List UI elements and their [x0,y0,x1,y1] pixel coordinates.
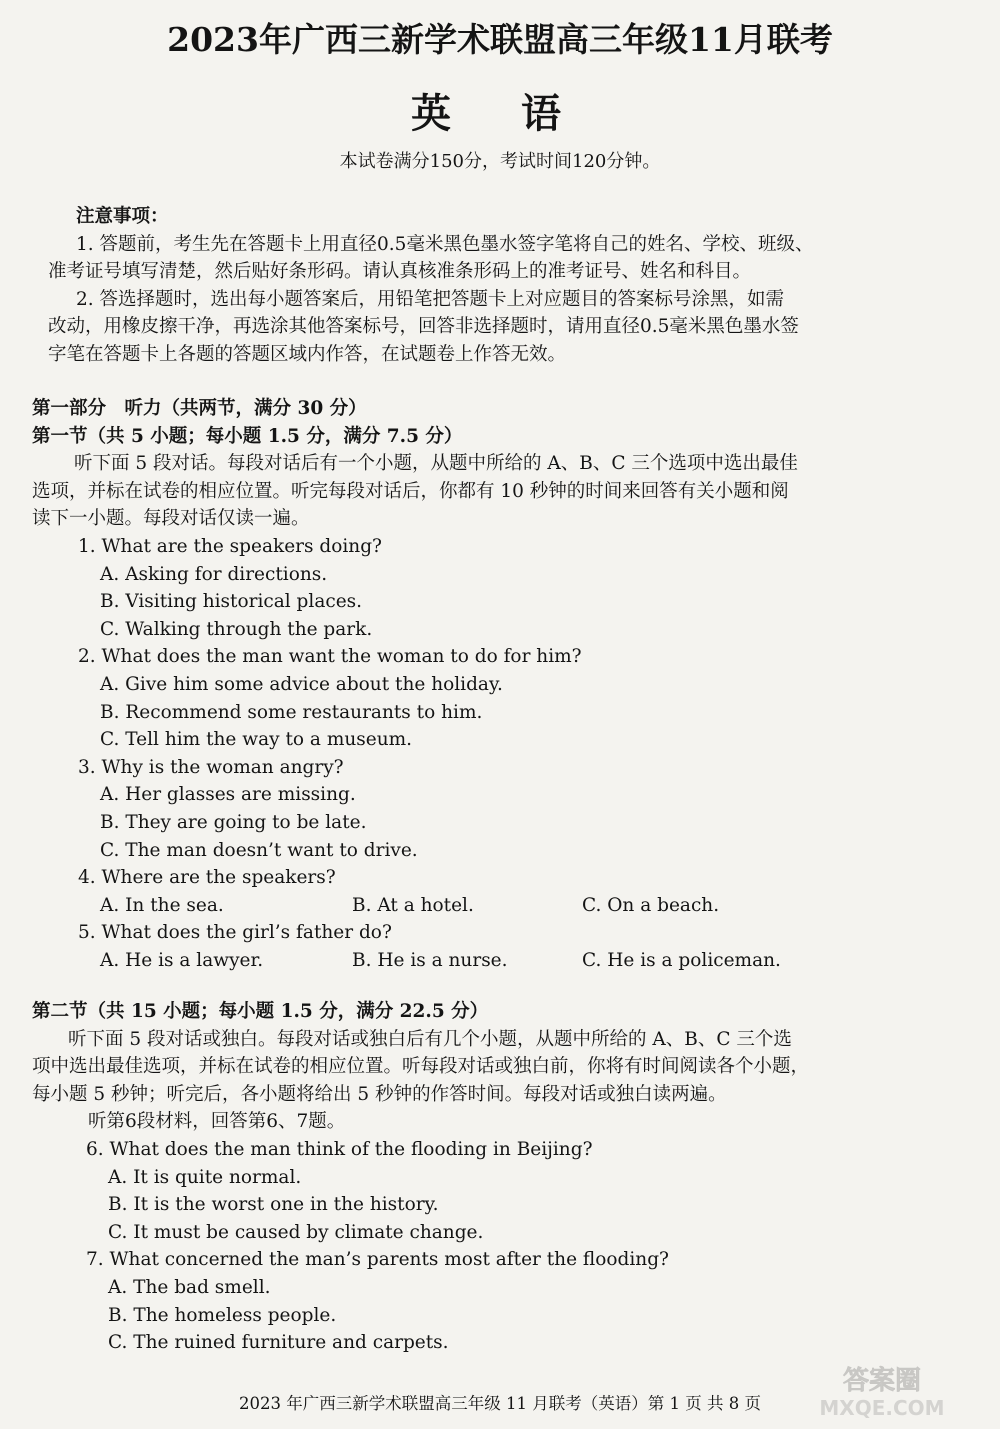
question-5-option-c: C. He is a policeman. [582,949,781,971]
question-5-options [78,947,972,975]
notice-item-2-line-3: 字笔在答题卡上各题的答题区域内作答，在试题卷上作答无效。 [48,343,567,365]
question-5: 5. What does the girl’s father do? [78,922,392,944]
section1-instruction-line-3: 读下一小题。每段对话仅读一遍。 [32,508,310,530]
question-1: 1. What are the speakers doing? [78,535,382,557]
question-2: 2. What does the man want the woman to do for him? [78,646,582,668]
question-6-option-a: A. It is quite normal. [108,1166,302,1188]
question-1-option-b: B. Visiting historical places. [100,591,363,613]
notice-item-1-line-2: 准考证号填写清楚，然后贴好条形码。请认真核准条形码上的准考证号、姓名和科目。 [48,261,752,283]
question-3: 3. Why is the woman angry? [78,756,344,778]
question-1-option-a: A. Asking for directions. [100,563,328,585]
exam-title: 2023年广西三新学术联盟高三年级11月联考 [167,20,833,59]
notice-item-2-line-2: 改动，用橡皮擦干净，再选涂其他答案标号，回答非选择题时，请用直径0.5毫米黑色墨水签 [48,316,799,338]
question-2-option-b: B. Recommend some restaurants to him. [100,701,483,723]
score-time-line: 本试卷满分150分，考试时间120分钟。 [339,151,661,172]
question-6-option-b: B. It is the worst one in the history. [108,1194,439,1216]
section1-heading: 第一节（共 5 小题；每小题 1.5 分，满分 7.5 分） [32,425,463,447]
question-4-options [78,892,972,920]
part1-section [32,395,972,974]
section2-instruction-line-2: 项中选出最佳选项，并标在试卷的相应位置。听每段对话或独白前，你将有时间阅读各个小题， [32,1056,810,1078]
question-6-option-c: C. It must be caused by climate change. [108,1221,484,1243]
question-5-option-a: A. He is a lawyer. [100,949,264,971]
question-2-option-a: A. Give him some advice about the holiday. [100,673,503,695]
subject-title: 英 语 [411,90,589,137]
notice-item-1-line-1: 1. 答题前，考生先在答题卡上用直径0.5毫米黑色墨水签字笔将自己的姓名、学校、班级、 [76,233,814,255]
question-6: 6. What does the man think of the flooding in Beijing? [86,1138,593,1160]
question-4-option-b: B. At a hotel. [352,894,474,916]
question-1-option-c: C. Walking through the park. [100,618,373,640]
question-7-option-c: C. The ruined furniture and carpets. [108,1332,449,1354]
notice-heading: 注意事项： [76,206,169,227]
notice-section [48,203,968,369]
question-3-option-a: A. Her glasses are missing. [100,784,356,806]
question-3-option-b: B. They are going to be late. [100,811,367,833]
section1-instruction-line-1: 听下面 5 段对话。每段对话后有一个小题，从题中所给的 A、B、C 三个选项中选出最佳 [74,453,798,475]
section2 [32,998,972,1357]
section2-instruction-line-3: 每小题 5 秒钟；听完后，各小题将给出 5 秒钟的作答时间。每段对话或独白读两遍。 [32,1083,727,1105]
question-7-option-b: B. The homeless people. [108,1304,337,1326]
question-2-option-c: C. Tell him the way to a museum. [100,729,413,751]
question-3-option-c: C. The man doesn’t want to drive. [100,839,418,861]
section2-heading: 第二节（共 15 小题；每小题 1.5 分，满分 22.5 分） [32,1001,489,1022]
part1-heading: 第一部分 听力（共两节，满分 30 分） [32,398,367,419]
question-5-option-b: B. He is a nurse. [352,949,508,971]
watermark-logo-icon [792,1359,972,1421]
question-7-option-a: A. The bad smell. [108,1276,271,1298]
watermark-logo [792,1359,972,1421]
section2-instruction-line-1: 听下面 5 段对话或独白。每段对话或独白后有几个小题，从题中所给的 A、B、C 三个选 [68,1028,792,1050]
question-4-option-c: C. On a beach. [582,894,720,916]
question-4-option-a: A. In the sea. [100,894,224,916]
question-4: 4. Where are the speakers? [78,867,336,889]
notice-item-2-line-1: 2. 答选择题时，选出每小题答案后，用铅笔把答题卡上对应题目的答案标号涂黑，如需 [76,288,785,310]
question-7: 7. What concerned the man’s parents most after the flooding? [86,1249,669,1271]
section1-instruction-line-2: 选项，并标在试卷的相应位置。听完每段对话后，你都有 10 秒钟的时间来回答有关小题和阅 [32,480,789,502]
section2-question-list [32,1136,972,1357]
watermark-top-text: 答案圈 [842,1366,922,1396]
question-list [32,533,972,975]
page-footer: 2023 年广西三新学术联盟高三年级 11 月联考（英语）第 1 页 共 8 页 [239,1394,761,1413]
section2-material-note: 听第6段材料，回答第6、7题。 [88,1111,346,1133]
watermark-bottom-text: MXQE.COM [819,1396,945,1420]
